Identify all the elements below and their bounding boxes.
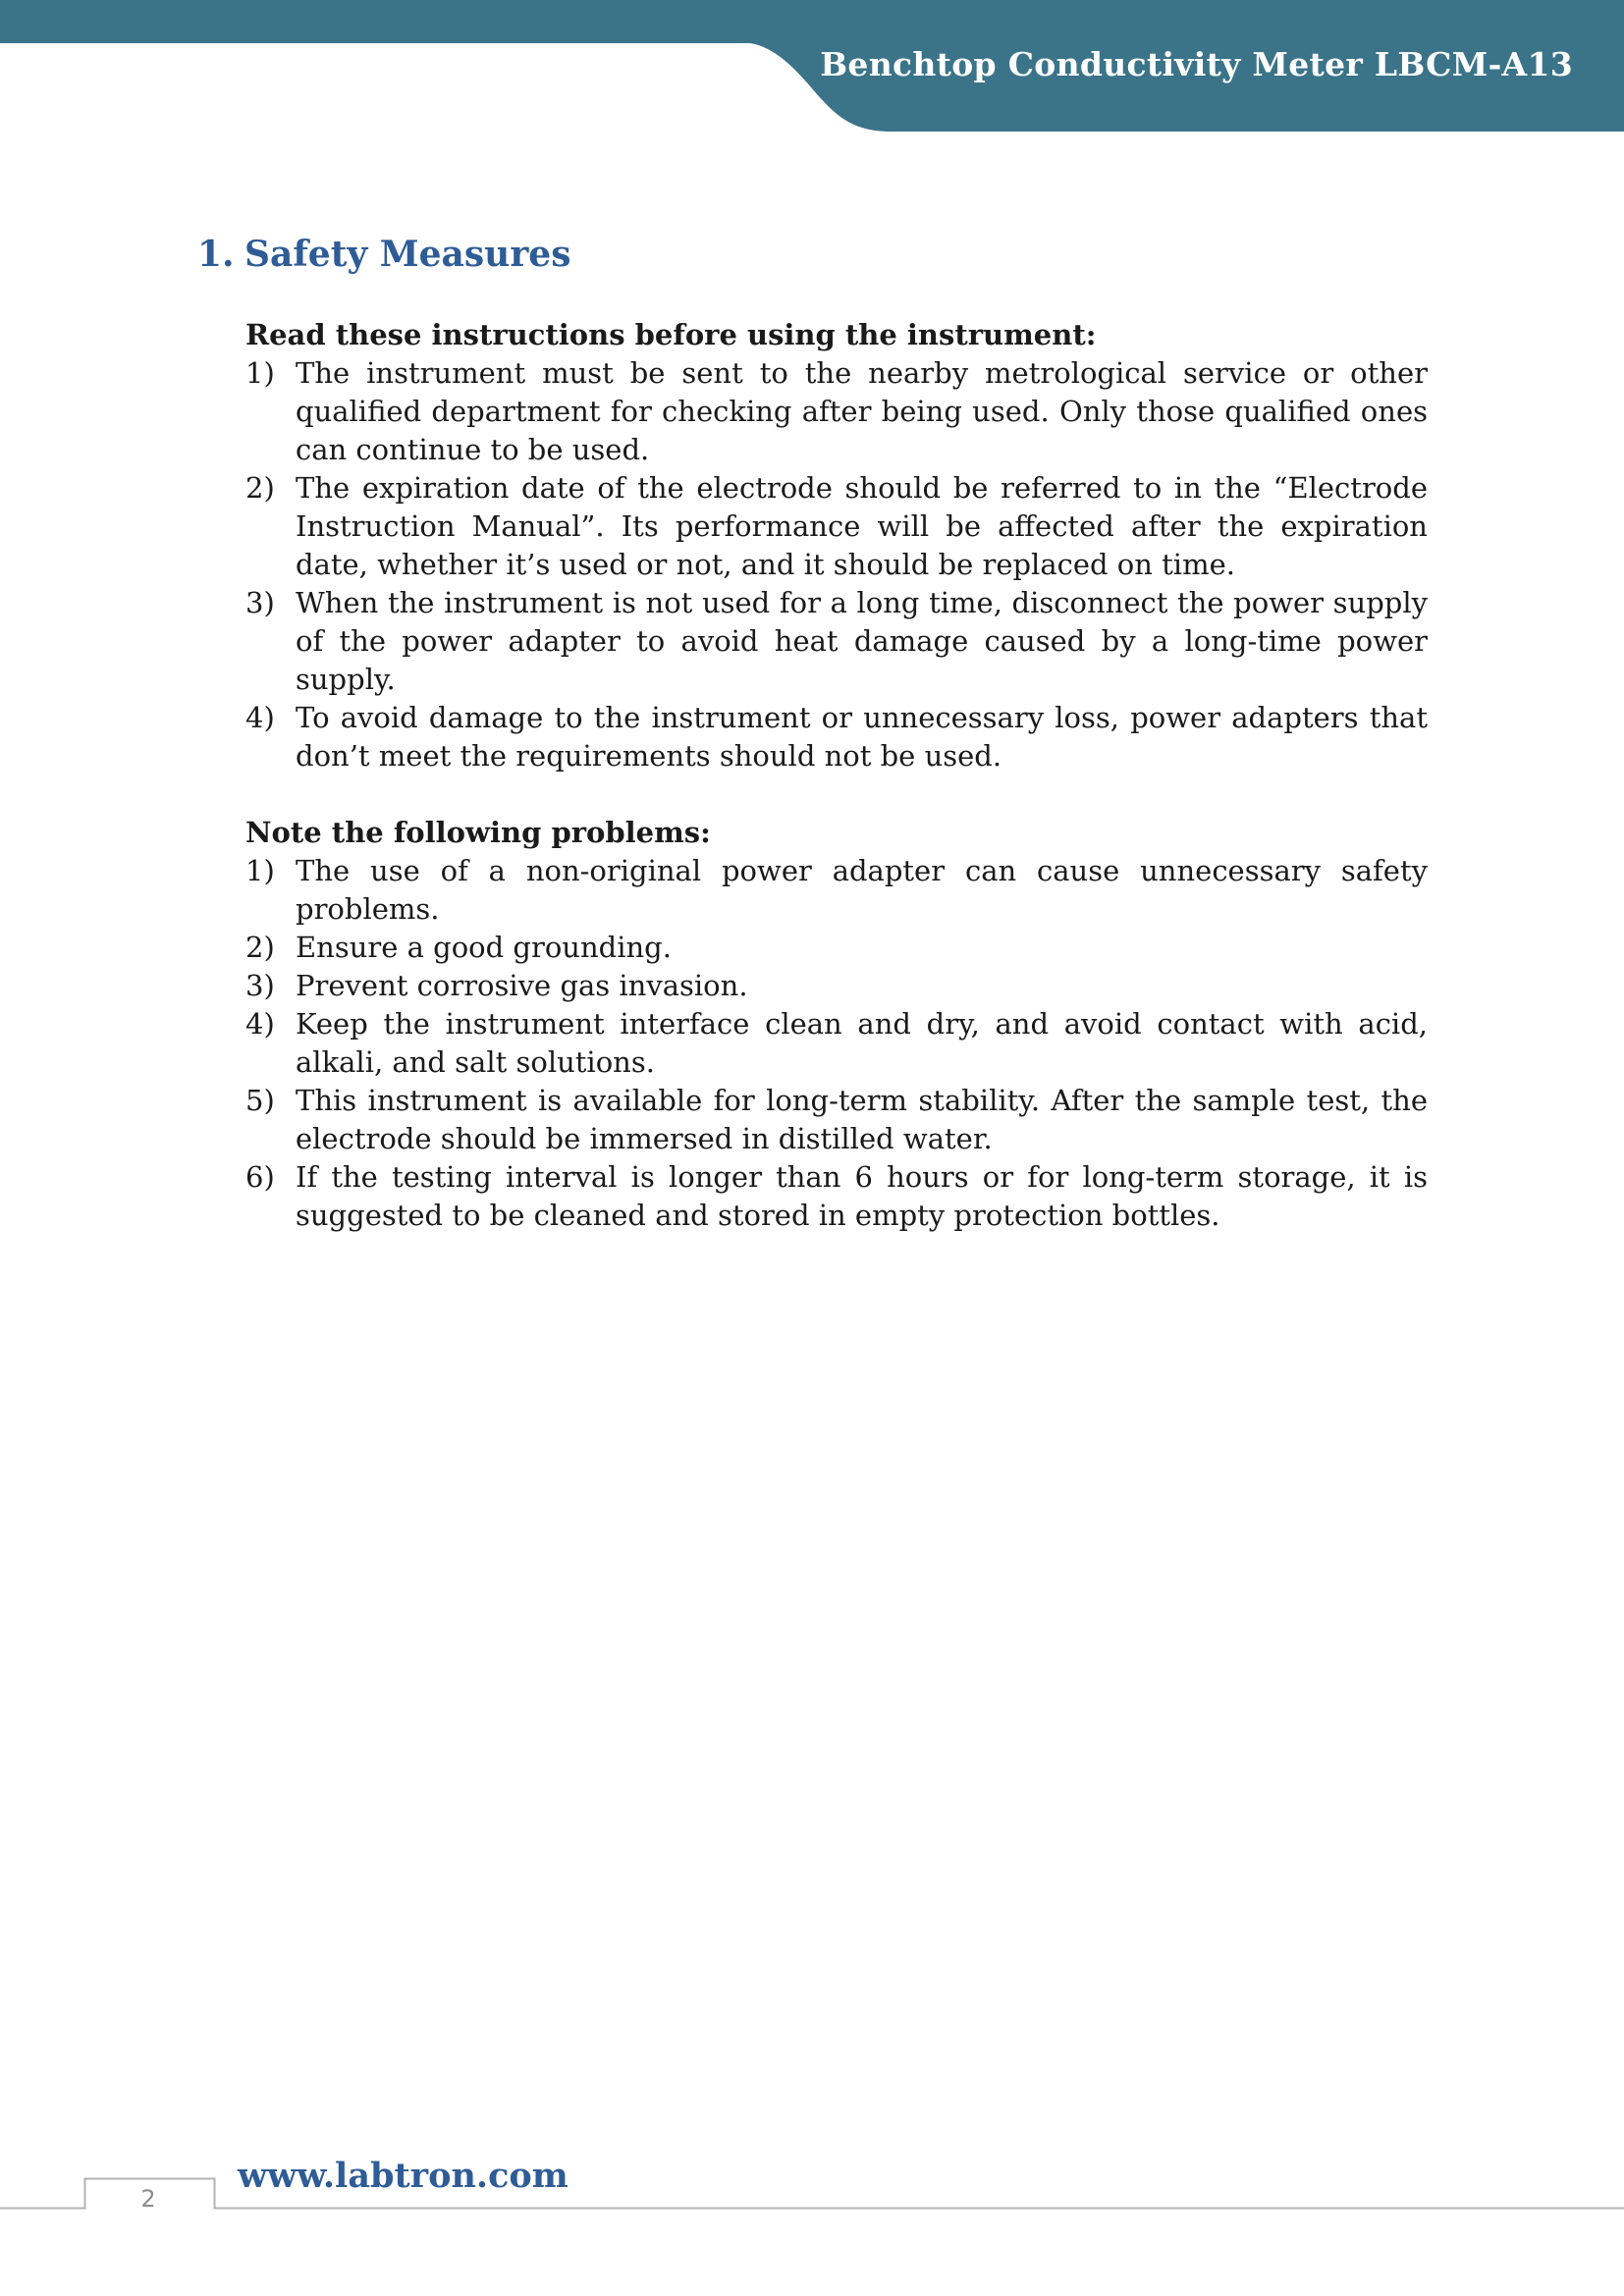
- list-marker: 1): [245, 854, 275, 887]
- problems-heading: Note the following problems:: [245, 816, 711, 849]
- list-item-text: Keep the instrument interface clean and dry, and avoid contact with acid, alkali, and salt solutions.: [296, 1007, 1428, 1079]
- list-item-text: This instrument is available for long-term stability. After the sample test, the electrode should be immersed in distilled water.: [296, 1084, 1428, 1155]
- section-heading: [197, 234, 570, 275]
- document-title: Benchtop Conductivity Meter LBCM-A13: [820, 45, 1573, 83]
- list-item-text: Prevent corrosive gas invasion.: [296, 969, 748, 1002]
- list-item-text: When the instrument is not used for a long time, disconnect the power supply of the power adapter to avoid heat damage caused by a long-time power supply.: [296, 586, 1428, 696]
- list-marker: 2): [245, 471, 275, 505]
- list-item: [245, 1158, 1428, 1235]
- list-item: [245, 852, 1428, 929]
- section-number: 1.: [197, 234, 235, 275]
- list-item: [245, 967, 1428, 1005]
- list-item: [245, 584, 1428, 699]
- list-item: [245, 929, 1428, 967]
- list-item: [245, 699, 1428, 775]
- list-item: [245, 469, 1428, 584]
- list-marker: 5): [245, 1084, 275, 1117]
- instructions-list: [245, 354, 1428, 775]
- list-item-text: If the testing interval is longer than 6 hours or for long-term storage, it is suggested to be cleaned and stored in empty protection bottles.: [296, 1160, 1428, 1232]
- list-marker: 4): [245, 1007, 275, 1041]
- list-item: [245, 1005, 1428, 1082]
- list-item-text: To avoid damage to the instrument or unnecessary loss, power adapters that don’t meet the requirements should not be used.: [296, 701, 1428, 773]
- page-content: [245, 316, 1428, 1235]
- list-marker: 3): [245, 969, 275, 1002]
- list-item: [245, 354, 1428, 469]
- list-item: [245, 1082, 1428, 1158]
- list-item-text: The use of a non-original power adapter can cause unnecessary safety problems.: [296, 854, 1428, 926]
- section-spacer: [245, 775, 1428, 814]
- list-marker: 6): [245, 1160, 275, 1194]
- section-title: Safety Measures: [244, 234, 571, 275]
- problems-list: [245, 852, 1428, 1235]
- list-marker: 4): [245, 701, 275, 734]
- instructions-heading: Read these instructions before using the instrument:: [245, 318, 1097, 351]
- list-marker: 3): [245, 586, 275, 619]
- list-item-text: The instrument must be sent to the nearby metrological service or other qualified department for checking after being used. Only those qualified ones can continue to be used.: [296, 356, 1428, 466]
- list-item-text: The expiration date of the electrode should be referred to in the “Electrode Instruction Manual”. Its performance will be affected after the expiration date, whether it’s used or not, and it should be replaced on time.: [296, 471, 1428, 581]
- website-link[interactable]: www.labtron.com: [238, 2156, 568, 2196]
- list-marker: 2): [245, 931, 275, 964]
- list-marker: 1): [245, 356, 275, 390]
- list-item-text: Ensure a good grounding.: [296, 931, 672, 964]
- page-number: 2: [140, 2185, 156, 2213]
